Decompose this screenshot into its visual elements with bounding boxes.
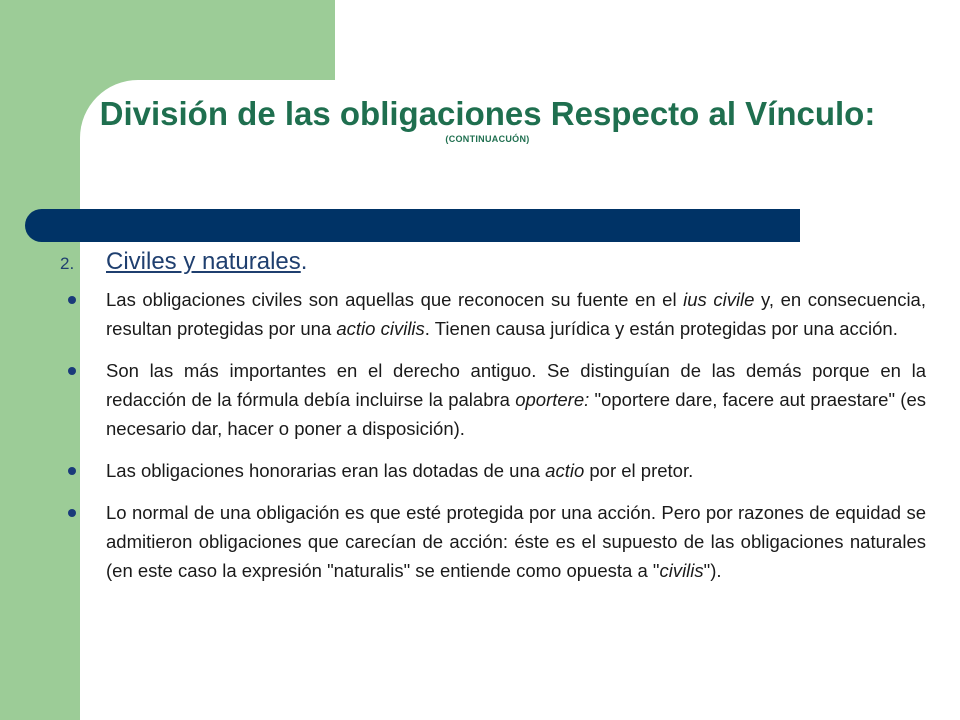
bullet-item [60, 285, 926, 343]
bullet-text: Las obligaciones honorarias eran las dotadas de una [106, 460, 546, 481]
heading-text [106, 248, 307, 276]
bullet-dot-icon [68, 296, 76, 304]
italic-term: ius civile [683, 289, 755, 310]
bullet-list [60, 285, 926, 585]
bullet-text: . Tienen causa jurídica y están protegidas por una acción. [424, 318, 898, 339]
bullet-dot-icon [68, 509, 76, 517]
bullet-text: Son las más importantes en el derecho antiguo. Se distinguían de las demás porque en la redacción de la fórmula debía incluirse la palabra [106, 360, 926, 410]
bullet-text: por el pretor. [584, 460, 694, 481]
bullet-dot-icon [68, 467, 76, 475]
bullet-item [60, 356, 926, 443]
bullet-text: y, en consecuencia, resultan protegidas por una [106, 289, 926, 339]
bullet-dot-icon [68, 367, 76, 375]
section-heading [60, 248, 926, 276]
title-block [80, 95, 895, 145]
bullet-item [60, 498, 926, 585]
italic-term: actio civilis [336, 318, 425, 339]
heading-number: 2. [60, 254, 75, 273]
bullet-text: "). [703, 560, 722, 581]
italic-term: oportere: [515, 389, 590, 410]
italic-term: civilis [659, 560, 704, 581]
heading-link[interactable]: Civiles y naturales [106, 248, 301, 275]
slide-title: División de las obligaciones Respecto al Vínculo: [99, 95, 876, 132]
slide-subtitle: (CONTINUACUÓN) [445, 134, 530, 144]
slide-content [60, 248, 926, 598]
bullet-text: "oportere dare, facere aut praestare" (es necesario dar, hacer o poner a disposición). [106, 389, 926, 439]
bullet-text: Lo normal de una obligación es que esté protegida por una acción. Pero por razones de equidad se admitieron obligaciones que carecían de acción: éste es el supuesto de las obligaciones naturales (en este caso la expresión "naturalis" se entiende como opuesta a " [106, 502, 926, 581]
heading-punct: . [300, 248, 308, 275]
italic-term: actio [545, 460, 585, 481]
bullet-item [60, 456, 926, 485]
bullet-text: Las obligaciones civiles son aquellas que reconocen su fuente en el [106, 289, 684, 310]
decorative-bar [25, 209, 800, 242]
